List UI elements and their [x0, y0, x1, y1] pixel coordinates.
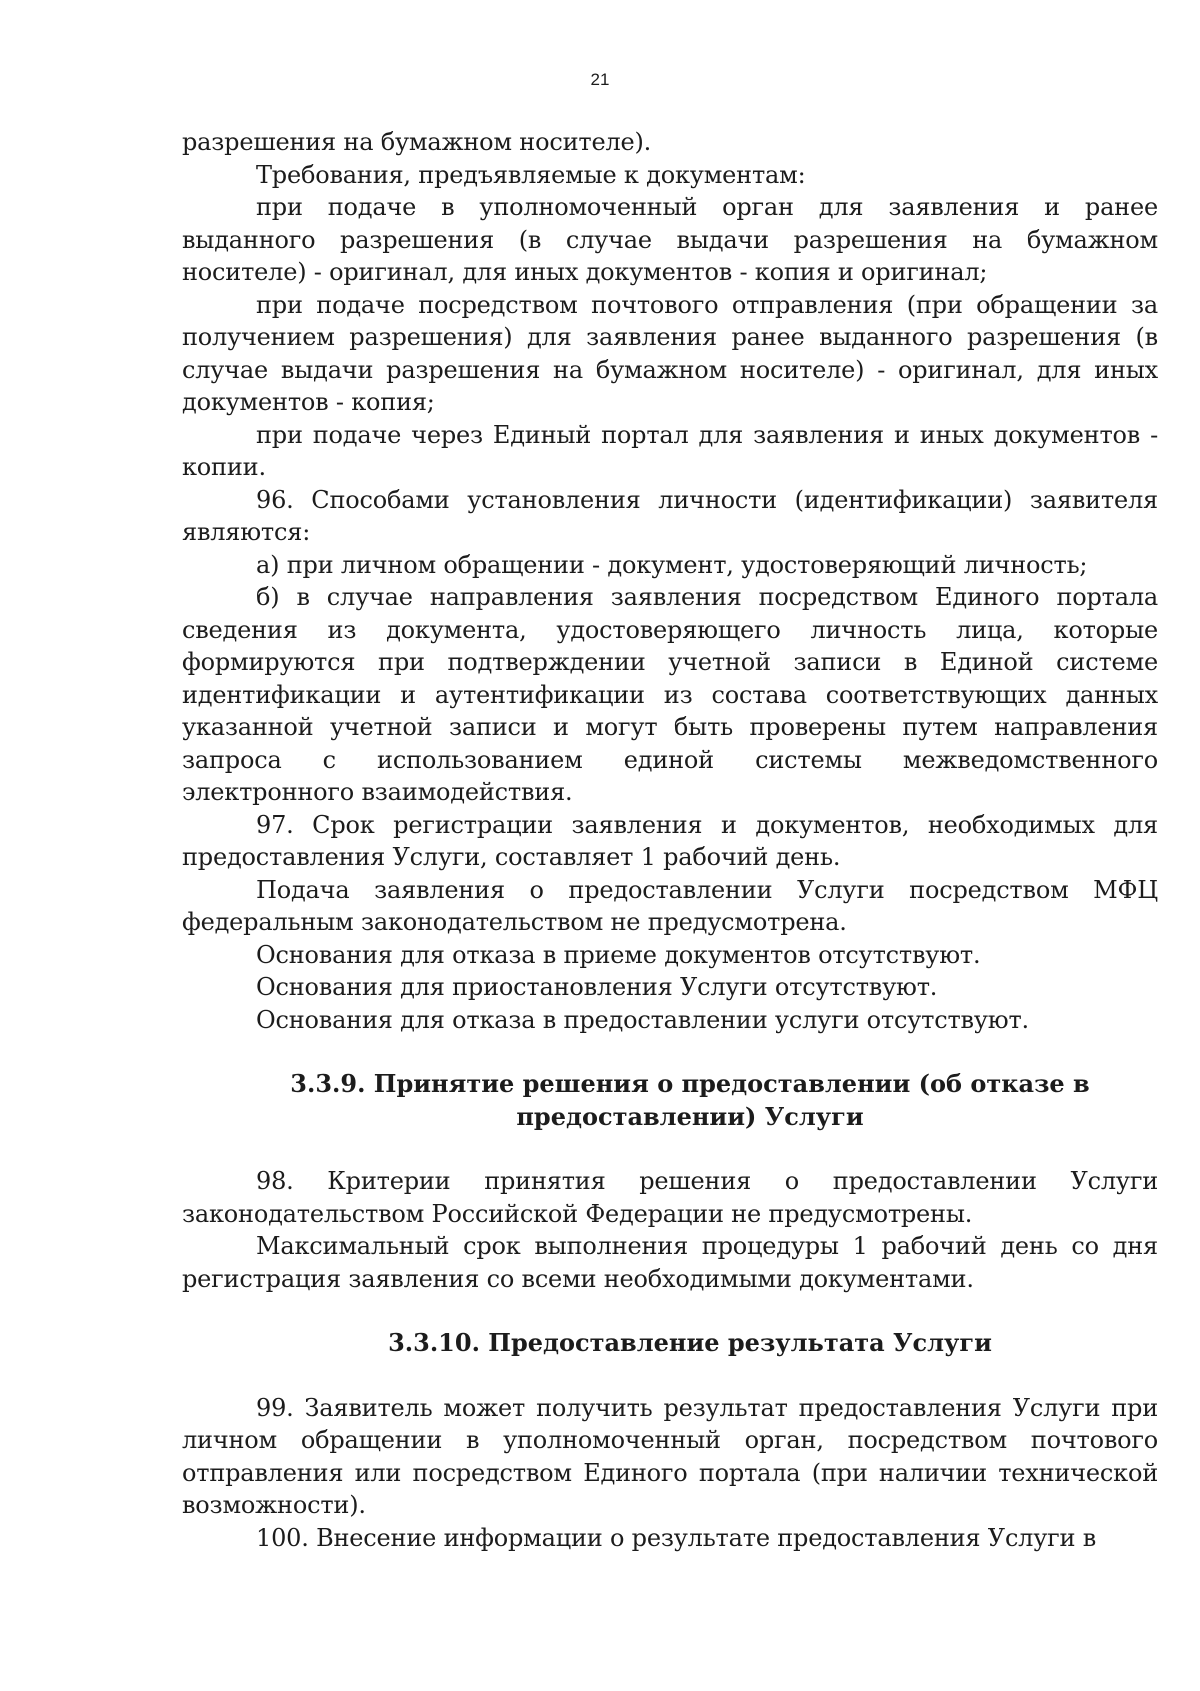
document-body	[182, 126, 1158, 1554]
heading-line: предоставлении) Услуги	[516, 1101, 864, 1131]
page-number: 21	[590, 70, 610, 89]
paragraph: Подача заявления о предоставлении Услуги посредством МФЦ федеральным законодательством не предусмотрена.	[182, 875, 1158, 936]
paragraph: при подаче посредством почтового отправления (при обращении за получением разрешения) для заявления ранее выданного разрешения (в случае выдачи разрешения на бумажном носителе) - оригинал, для иных документов - копия;	[182, 290, 1158, 416]
paragraph: 96. Способами установления личности (идентификации) заявителя являются:	[182, 485, 1158, 546]
heading-line: 3.3.9. Принятие решения о предоставлении (об отказе в	[290, 1069, 1090, 1098]
paragraph: Максимальный срок выполнения процедуры 1 рабочий день со дня регистрация заявления со всеми необходимыми документами.	[182, 1232, 1158, 1293]
section-heading-3310	[182, 1327, 1158, 1360]
paragraph: разрешения на бумажном носителе).	[182, 128, 652, 156]
paragraph: 100. Внесение информации о результате предоставления Услуги в	[256, 1523, 1097, 1552]
paragraph: 97. Срок регистрации заявления и документов, необходимых для предоставления Услуги, составляет 1 рабочий день.	[182, 810, 1158, 871]
paragraph: при подаче через Единый портал для заявления и иных документов - копии.	[182, 420, 1158, 481]
paragraph: при подаче в уполномоченный орган для заявления и ранее выданного разрешения (в случае выдачи разрешения на бумажном носителе) - оригинал, для иных документов - копия и оригинал;	[182, 193, 1158, 286]
paragraph: а) при личном обращении - документ, удостоверяющий личность;	[256, 550, 1088, 579]
section-body-3310	[182, 1392, 1158, 1555]
paragraph: Основания для приостановления Услуги отсутствуют.	[256, 973, 938, 1001]
section-body-339	[182, 1165, 1158, 1295]
paragraph: 99. Заявитель может получить результат предоставления Услуги при личном обращении в уполномоченный орган, посредством почтового отправления или посредством Единого портала (при наличии технической возможности).	[182, 1393, 1158, 1519]
section-heading-339	[182, 1068, 1158, 1133]
paragraph: б) в случае направления заявления посредством Единого портала сведения из документа, удостоверяющего личность лица, которые формируются при подтверждении учетной записи в Единой системе идентификации и аутентификации из состава соответствующих данных указанной учетной записи и могут быть проверены путем направления запроса с использованием единой системы межведомственного электронного взаимодействия.	[182, 583, 1158, 806]
paragraph: Основания для отказа в приеме документов отсутствуют.	[256, 940, 981, 969]
paragraph: Основания для отказа в предоставлении услуги отсутствуют.	[256, 1005, 1029, 1034]
paragraph: Требования, предъявляемые к документам:	[256, 160, 806, 189]
heading-line: 3.3.10. Предоставление результата Услуги	[388, 1328, 992, 1357]
paragraph: 98. Критерии принятия решения о предоставлении Услуги законодательством Российской Федерации не предусмотрены.	[182, 1167, 1158, 1228]
